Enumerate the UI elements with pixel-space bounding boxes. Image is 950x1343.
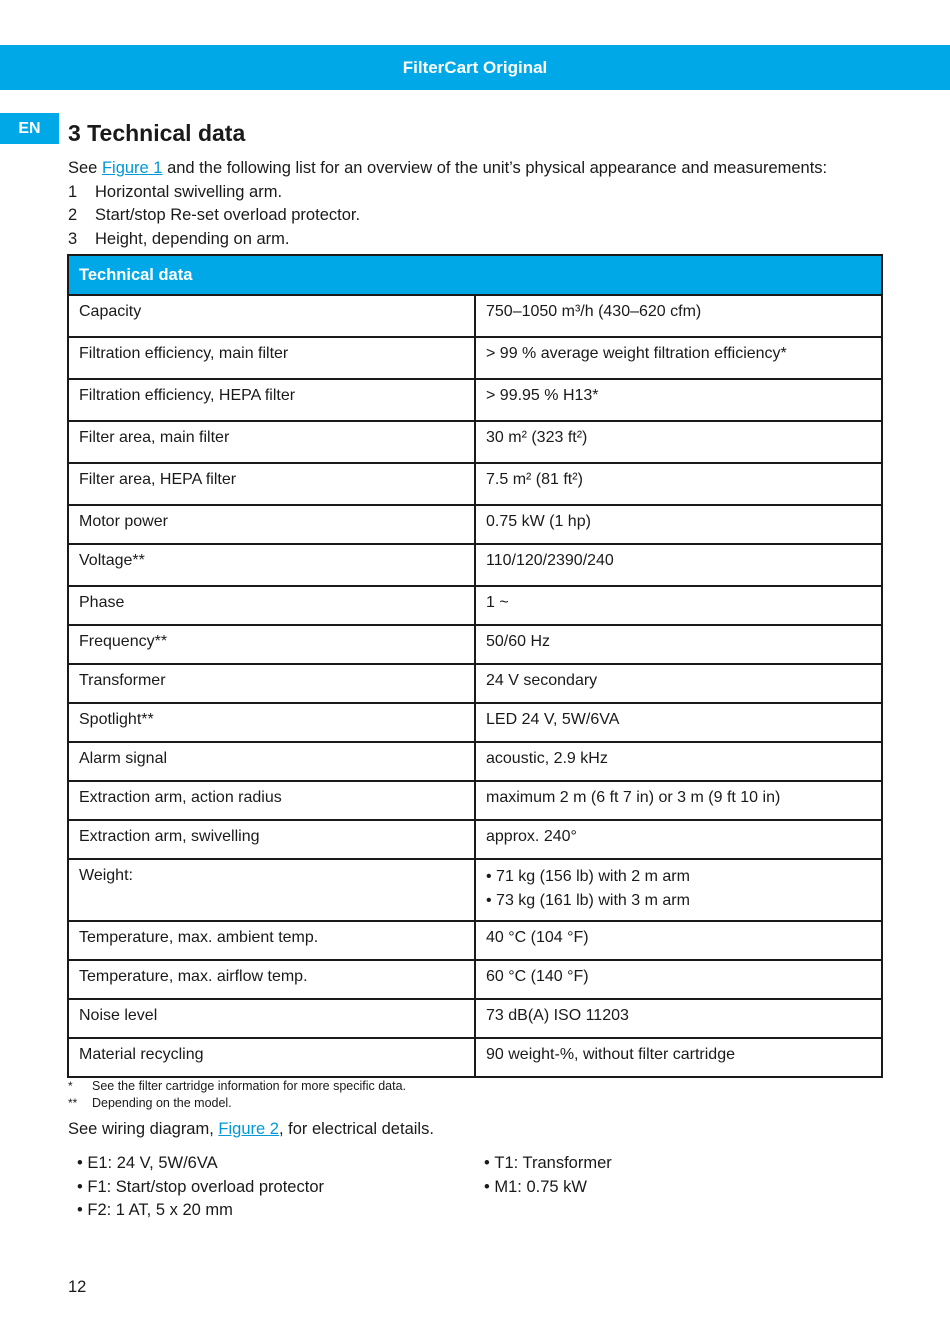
footnote [68,1095,406,1112]
parts-list [68,181,888,252]
row-value: 90 weight-%, without filter cartridge [475,1038,882,1077]
table-row [68,586,882,625]
list-item: • 73 kg (161 lb) with 3 m arm [486,889,871,913]
row-label: Noise level [68,999,475,1038]
table-row [68,421,882,463]
row-value: acoustic, 2.9 kHz [475,742,882,781]
row-label: Filtration efficiency, HEPA filter [68,379,475,421]
footnote-text: Depending on the model. [92,1096,232,1110]
row-label: Temperature, max. airflow temp. [68,960,475,999]
row-label: Frequency** [68,625,475,664]
language-tab: EN [0,113,59,144]
table-row [68,337,882,379]
row-value: 40 °C (104 °F) [475,921,882,960]
row-value [475,859,882,921]
row-value: 30 m² (323 ft²) [475,421,882,463]
list-item: • 71 kg (156 lb) with 2 m arm [486,865,871,889]
table-row [68,742,882,781]
table-row [68,921,882,960]
row-value: 73 dB(A) ISO 11203 [475,999,882,1038]
row-label: Temperature, max. ambient temp. [68,921,475,960]
row-label: Voltage** [68,544,475,586]
table-header: Technical data [68,255,882,295]
table-row [68,781,882,820]
row-value: 0.75 kW (1 hp) [475,505,882,544]
footnote-text: See the filter cartridge information for more specific data. [92,1079,407,1093]
table-row [68,999,882,1038]
wiring-text-before: See wiring diagram, [68,1120,219,1138]
row-label: Spotlight** [68,703,475,742]
table-row [68,1038,882,1077]
row-label: Weight: [68,859,475,921]
row-value: > 99 % average weight filtration efficiency* [475,337,882,379]
technical-data-table [67,254,883,1078]
intro-text-after: and the following list for an overview of the unit’s physical appearance and measurements: [162,159,828,177]
footnote [68,1078,406,1095]
row-value: 60 °C (140 °F) [475,960,882,999]
row-label: Transformer [68,664,475,703]
row-value: 110/120/2390/240 [475,544,882,586]
list-item [68,181,888,205]
table-row [68,544,882,586]
row-value: 50/60 Hz [475,625,882,664]
wiring-paragraph [68,1120,434,1139]
item-number: 2 [68,206,78,224]
components-list-left [77,1152,324,1223]
table-row [68,703,882,742]
intro-paragraph [68,157,888,251]
table-row [68,295,882,337]
row-label: Motor power [68,505,475,544]
row-value: > 99.95 % H13* [475,379,882,421]
row-value: 7.5 m² (81 ft²) [475,463,882,505]
row-label: Capacity [68,295,475,337]
item-number: 3 [68,229,78,248]
row-label: Extraction arm, action radius [68,781,475,820]
list-item: • F1: Start/stop overload protector [77,1176,324,1200]
section-title: 3 Technical data [68,120,246,146]
row-label: Material recycling [68,1038,475,1077]
document-title: FilterCart Original [402,57,548,77]
item-text: Horizontal swivelling arm. [95,182,283,201]
list-item [68,204,888,228]
table-row [68,960,882,999]
row-label: Filter area, main filter [68,421,475,463]
list-item [68,228,888,252]
row-value: approx. 240° [475,820,882,859]
components-list-right [484,1152,612,1199]
footnotes [68,1078,406,1112]
wiring-text-after: , for electrical details. [278,1120,434,1138]
row-value: 24 V secondary [475,664,882,703]
figure-1-link[interactable]: Figure 1 [101,159,163,177]
row-label: Alarm signal [68,742,475,781]
row-value: maximum 2 m (6 ft 7 in) or 3 m (9 ft 10 in) [475,781,882,820]
item-text: Height, depending on arm. [95,229,290,248]
row-label: Extraction arm, swivelling [68,820,475,859]
weight-list [486,865,871,912]
table-row [68,379,882,421]
table-row [68,625,882,664]
row-value: 1 ~ [475,586,882,625]
table-row [68,463,882,505]
header-bar [0,45,950,90]
list-item: • M1: 0.75 kW [484,1176,612,1200]
table-row [68,859,882,921]
row-label: Filtration efficiency, main filter [68,337,475,379]
row-label: Phase [68,586,475,625]
row-value: LED 24 V, 5W/6VA [475,703,882,742]
figure-2-link[interactable]: Figure 2 [218,1120,279,1138]
table-row [68,664,882,703]
item-text: Start/stop Re-set overload protector. [95,206,361,224]
intro-text-before: See [68,159,102,177]
list-item: • F2: 1 AT, 5 x 20 mm [77,1199,324,1223]
list-item: • E1: 24 V, 5W/6VA [77,1152,324,1176]
table-row [68,820,882,859]
list-item: • T1: Transformer [484,1152,612,1176]
page-number: 12 [68,1278,87,1296]
footnote-mark: ** [68,1096,78,1110]
footnote-mark: * [68,1079,73,1093]
table-row [68,505,882,544]
row-value: 750–1050 m³/h (430–620 cfm) [475,295,882,337]
row-label: Filter area, HEPA filter [68,463,475,505]
item-number: 1 [68,182,78,201]
